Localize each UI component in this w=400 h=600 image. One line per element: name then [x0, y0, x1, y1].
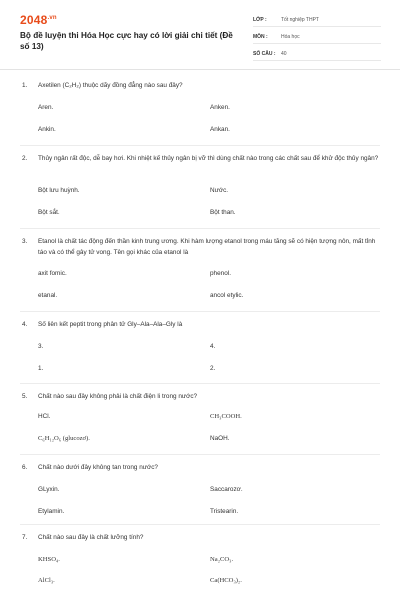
option-d[interactable]: Bột than. [210, 209, 236, 216]
question-number: 1. [22, 82, 28, 89]
meta-value: 40 [281, 50, 287, 57]
option-d[interactable]: Ca(HCO₃)₂. [210, 577, 242, 584]
option-c[interactable]: 1. [38, 365, 44, 372]
document-title: Bộ đề luyện thi Hóa Học cực hay có lời giải chi tiết (Đề số 13) [20, 31, 233, 51]
question-6 [22, 462, 382, 515]
site-logo[interactable]: $2048^{.vn}$ [20, 13, 57, 27]
question-number: 5. [22, 393, 28, 400]
option-b[interactable]: Nước. [210, 187, 229, 194]
option-b[interactable]: phenol. [210, 270, 231, 277]
divider [20, 383, 380, 384]
meta-label: LỚP : [253, 16, 267, 23]
option-c[interactable]: etanal. [38, 292, 58, 299]
option-d[interactable]: NaOH. [210, 435, 230, 442]
question-3 [22, 236, 382, 299]
question-1 [22, 80, 382, 133]
meta-subject [253, 30, 381, 44]
document-header [0, 0, 400, 70]
option-b[interactable]: 4. [210, 343, 216, 350]
option-a[interactable]: 3. [38, 343, 44, 350]
option-c[interactable]: C₆H₁₂O₆ (glucozơ). [38, 435, 90, 442]
question-text: Chất nào dưới đây không tan trong nước? [38, 464, 158, 471]
option-b[interactable]: CH₃COOH. [210, 413, 242, 420]
question-2 [22, 153, 382, 216]
question-text: Axetilen (C₂H₂) thuộc dãy đồng đẳng nào sau đây? [38, 82, 183, 89]
option-d[interactable]: 2. [210, 365, 216, 372]
question-number: 6. [22, 464, 28, 471]
question-number: 4. [22, 321, 28, 328]
question-5 [22, 391, 382, 442]
question-text: Chất nào sau đây không phải là chất điện li trong nước? [38, 393, 198, 400]
option-c[interactable]: Bột sắt. [38, 209, 60, 216]
option-c[interactable]: Etylamin. [38, 508, 65, 515]
option-a[interactable]: HCl. [38, 413, 51, 420]
meta-question-count [253, 47, 381, 61]
meta-grade [253, 13, 381, 27]
option-a[interactable]: KHSO₄. [38, 556, 60, 563]
option-a[interactable]: Bột lưu huỳnh. [38, 187, 80, 194]
question-number: 2. [22, 155, 28, 162]
question-7 [22, 532, 382, 584]
divider [20, 145, 380, 146]
question-number: 3. [22, 238, 28, 245]
meta-value: Tốt nghiệp THPT [281, 16, 319, 23]
question-text: Etanol là chất tác động đến thần kinh trung ương. Khi hàm lượng etanol trong máu tăng sẽ có hiện tượng nôn, mất tỉnh táo và có thể gây tử vong. Tên gọi khác của etanol là [38, 238, 376, 256]
divider [20, 228, 380, 229]
question-4 [22, 319, 382, 372]
question-number: 7. [22, 534, 28, 541]
option-c[interactable]: Ankin. [38, 126, 56, 133]
meta-value: Hóa học [281, 33, 300, 40]
option-c[interactable]: AlCl₃. [38, 577, 55, 584]
option-a[interactable]: GLyxin. [38, 486, 60, 493]
option-a[interactable]: axit fomic. [38, 270, 67, 277]
option-d[interactable]: Ankan. [210, 126, 230, 133]
question-text: Số liên kết peptit trong phân tử Gly–Ala–Ala–Gly là [38, 321, 183, 328]
divider [20, 524, 380, 525]
option-b[interactable]: Saccarozơ. [210, 486, 243, 493]
divider [20, 454, 380, 455]
option-a[interactable]: Aren. [38, 104, 54, 111]
option-d[interactable]: ancol etylic. [210, 292, 244, 299]
meta-label: MÔN : [253, 33, 268, 40]
document-meta [253, 13, 381, 64]
option-b[interactable]: Na₂CO₃. [210, 556, 234, 563]
option-b[interactable]: Anken. [210, 104, 230, 111]
meta-label: SỐ CÂU : [253, 50, 276, 57]
option-d[interactable]: Tristearin. [210, 508, 239, 515]
question-text: Chất nào sau đây là chất lưỡng tính? [38, 534, 144, 541]
question-text: Thủy ngân rất độc, dễ bay hơi. Khi nhiệt kế thủy ngân bị vỡ thì dùng chất nào trong các chất sau để khử độc thủy ngân? [38, 155, 379, 162]
divider [20, 311, 380, 312]
